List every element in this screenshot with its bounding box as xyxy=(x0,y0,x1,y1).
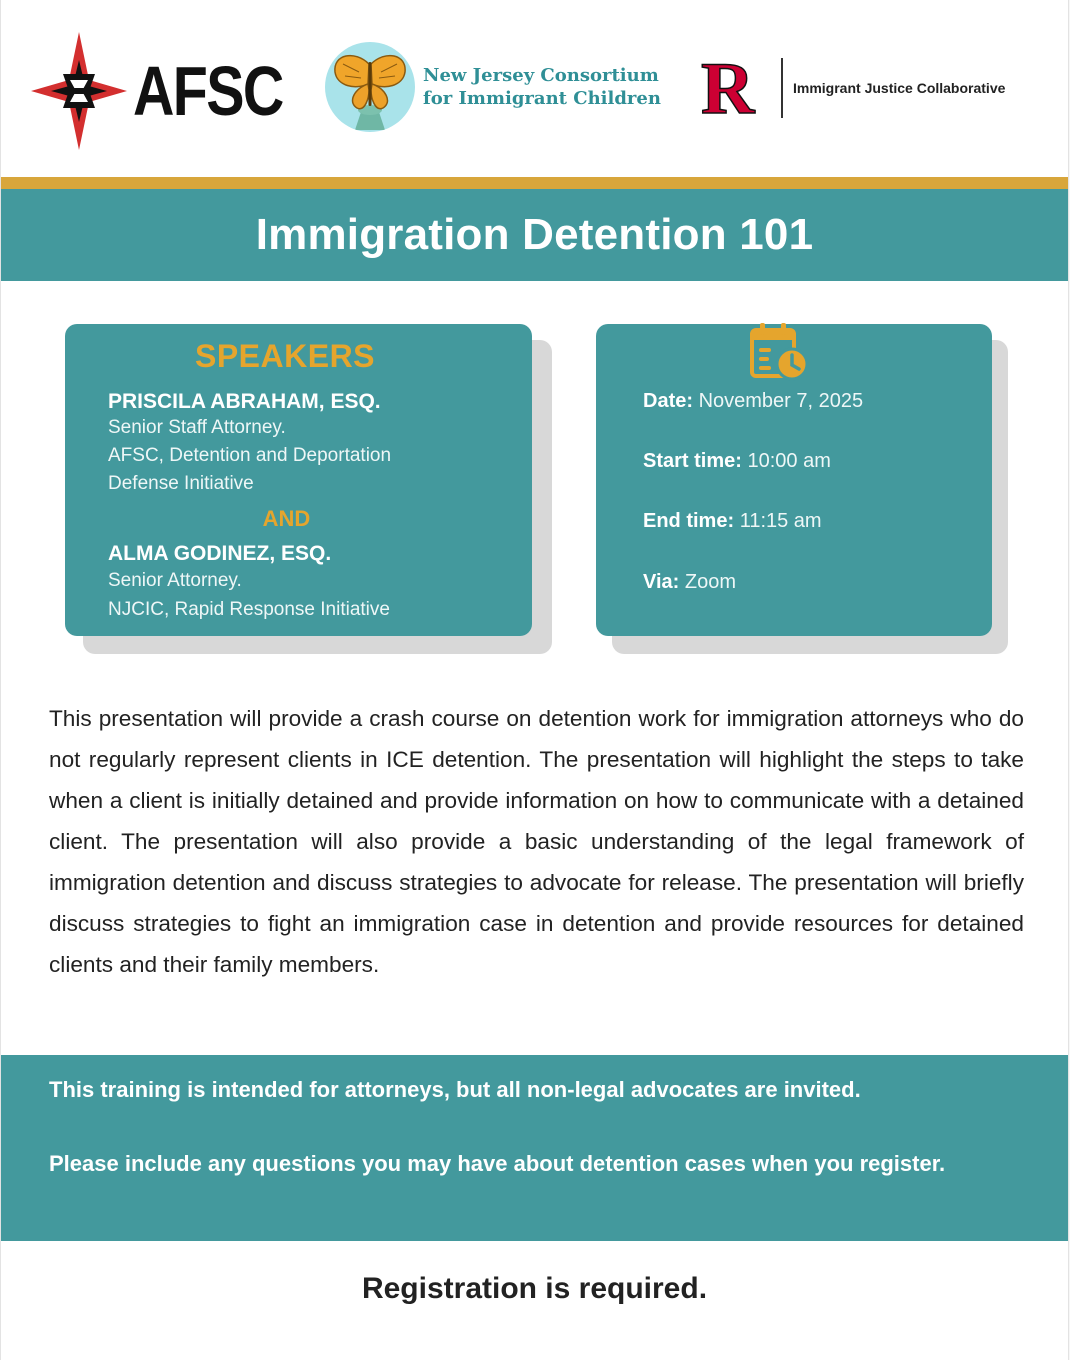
start-time-value: 10:00 am xyxy=(747,450,831,472)
afsc-star-icon xyxy=(29,30,129,152)
njcic-logo xyxy=(325,42,665,134)
notice-banner xyxy=(1,1055,1068,1241)
event-description: This presentation will provide a crash course on detention work for immigration attorneys who do not regularly represent clients in ICE detention. The presentation will highlight the steps to take when a client is initially detained and provide information on how to communicate with a detained client. The presentation will also provide a basic understanding of the legal framework of immigration detention and discuss strategies to advocate for release. The presentation will briefly discuss strategies to fight an immigration case in detention and provide resources for detained clients and their family members. xyxy=(49,706,1024,977)
registration-required: Registration is required. xyxy=(361,1272,708,1305)
speaker-2-title: Senior Attorney. xyxy=(108,570,242,591)
start-time-row xyxy=(643,450,831,473)
questions-notice: Please include any questions you may have about detention cases when you register. xyxy=(49,1151,946,1176)
end-time-value: 11:15 am xyxy=(739,510,822,532)
date-row xyxy=(643,390,863,413)
start-time-label: Start time: xyxy=(643,450,742,472)
njcic-wordmark xyxy=(423,64,661,110)
rutgers-logo xyxy=(701,48,1041,130)
end-time-label: End time: xyxy=(643,510,735,532)
audience-notice: This training is intended for attorneys, but all non-legal advocates are invited. xyxy=(49,1077,861,1102)
rutgers-divider xyxy=(781,58,783,118)
rutgers-r-mark: R xyxy=(701,48,755,130)
speaker-2-name: ALMA GODINEZ, ESQ. xyxy=(108,542,332,565)
via-row xyxy=(643,571,736,594)
page-title: Immigration Detention 101 xyxy=(255,210,814,259)
speaker-2-org: NJCIC, Rapid Response Initiative xyxy=(108,599,390,620)
njcic-line-1: New Jersey Consortium xyxy=(423,65,659,86)
logo-strip xyxy=(1,0,1068,176)
end-time-row xyxy=(643,510,822,533)
speakers-heading: SPEAKERS xyxy=(194,338,376,374)
via-label: Via: xyxy=(643,571,680,593)
speaker-1-title: Senior Staff Attorney. xyxy=(108,417,286,438)
afsc-wordmark: AFSC xyxy=(133,52,283,130)
rutgers-label: Immigrant Justice Collaborative xyxy=(793,80,1006,96)
via-value: Zoom xyxy=(684,571,737,593)
calendar-clock-icon xyxy=(746,322,810,384)
speakers-card xyxy=(65,324,532,636)
speaker-1-name: PRISCILA ABRAHAM, ESQ. xyxy=(108,390,381,413)
afsc-logo xyxy=(29,30,283,152)
speaker-1-org-cont: Defense Initiative xyxy=(108,473,254,494)
event-card xyxy=(596,324,992,636)
and-separator: AND xyxy=(262,506,311,531)
njcic-line-2: for Immigrant Children xyxy=(423,88,661,109)
butterfly-icon xyxy=(325,42,415,132)
gold-divider xyxy=(1,177,1068,189)
date-label: Date: xyxy=(643,390,694,412)
date-value: November 7, 2025 xyxy=(698,390,864,412)
title-banner xyxy=(1,189,1068,281)
speaker-1-org: AFSC, Detention and Deportation xyxy=(108,445,392,466)
